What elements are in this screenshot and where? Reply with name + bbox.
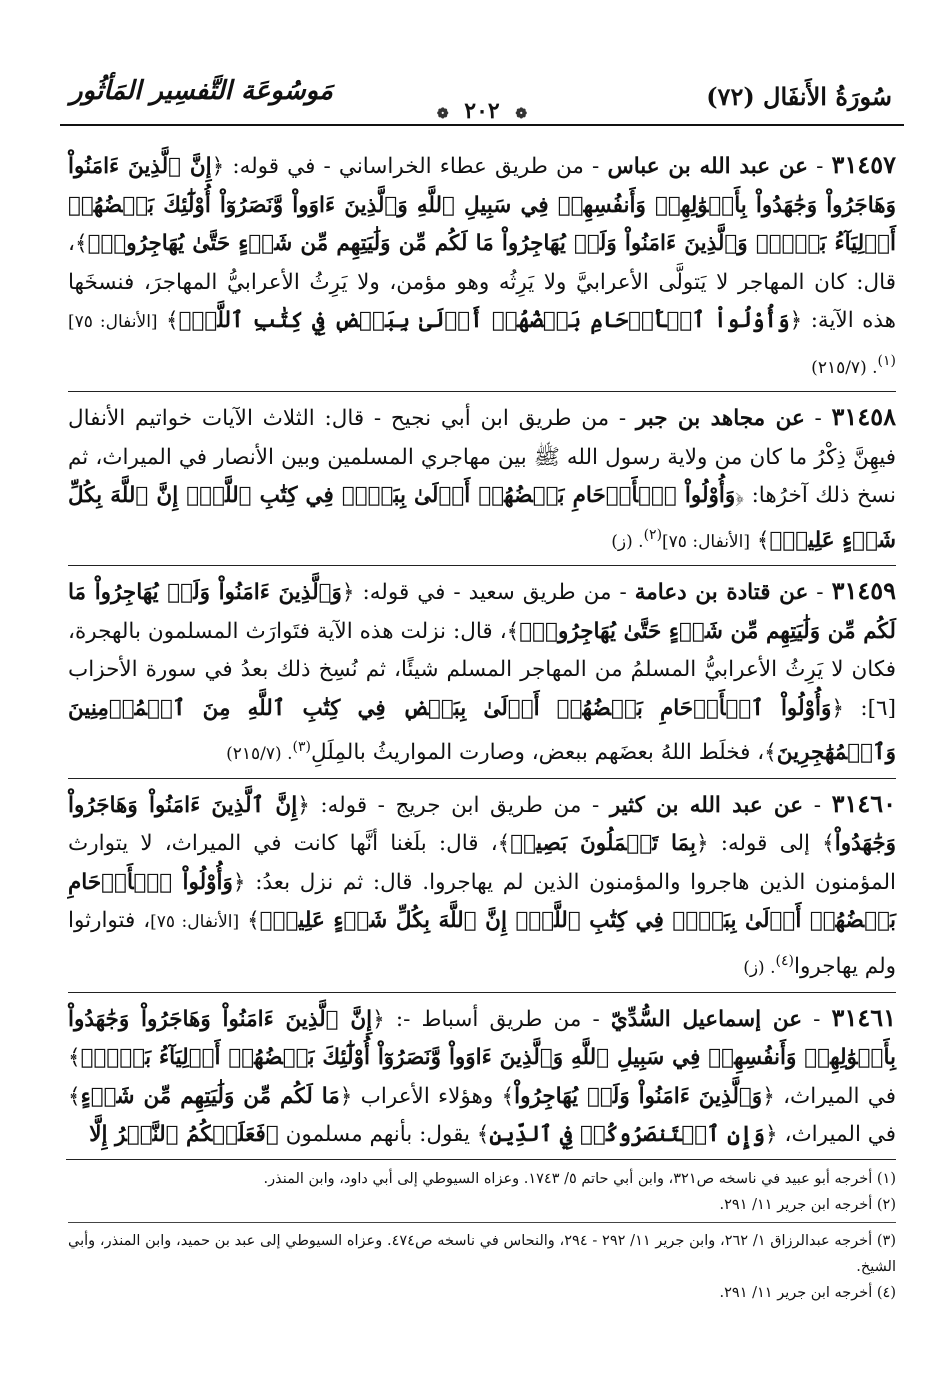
- footnote-divider: [68, 1222, 896, 1223]
- quran-quote: ﴿ وَأُوْلُواْ ٱلۡأَرۡحَامِ بَعۡضُهُمۡ أَوۡلَىٰ بِبَعۡضٖ فِي كِتَٰبِ ٱللَّهِۚ إِنَّ ٱللَّهَ بِكُلِّ شَيۡءٍ عَلِيمُۢ ﴾: [68, 870, 896, 934]
- footnote-marker: (٤): [775, 952, 794, 969]
- surah-title: سُورَةُ الأَنفَال (٧٢): [706, 82, 892, 111]
- book-title: مَوسُوعَة التَّفسِير المَأثُور: [70, 76, 333, 106]
- entry-text: في الميراث،: [783, 1083, 896, 1109]
- entry-31458: ٣١٤٥٨ - عن مجاهد بن جبر - من طريق ابن أبي نجيح - قال: الثلاث الآيات خواتيم الأنفال فيهِنَّ ذِكْرُ ما كان من ولاية رسول الله ﷺ بين مهاجري المسلمين وبين الأنصار في الميراث، ثم نسخ ذلك آخرُها: ﴿ وَأُوْلُواْ ٱلۡأَرۡحَامِ بَعۡضُهُمۡ أَوۡلَىٰ بِبَعۡضٖ فِي كِتَٰبِ ٱللَّهِۚ إِنَّ ٱللَّهَ بِكُلِّ شَيۡءٍ عَلِيمُۢ ﴾ [الأنفال: ٧٥]$^{(٢)}$. (ز): [68, 398, 896, 561]
- entry-divider: [68, 992, 896, 993]
- quran-quote: ﴿ وَٱلَّذِينَ ءَامَنُواْ وَلَمۡ يُهَاجِرُواْ مَا لَكُم مِّن وَلَٰيَتِهِم مِّن شَيۡءٍ حَتَّىٰ يُهَاجِرُواْۚ ﴾: [68, 580, 896, 644]
- entry-text: ، قال: بلَغنا أنَّها كانت في الميراث، لا يتوارث المؤمنون الذين هاجروا والمؤمنون الذين لم يهاجروا. قال: ثم نزل بعدُ:: [68, 831, 896, 895]
- entry-text: ، قال: نزلت هذه الآية فتَوارَث المسلمون بالهجرة، فكان لا يَرِثُ الأعرابيُّ المسلمُ من المهاجر المسلم شيئًا، ثم نُسِخ ذلك بعدُ في سورة الأحزاب [٦]:: [68, 618, 896, 721]
- entry-divider: [68, 778, 896, 779]
- entry-text: ، فتوارثوا ولم يهاجروا: [68, 908, 896, 980]
- entry-text: - من طريق عطاء الخراساني - في قوله:: [232, 154, 600, 179]
- source-signature: . (ز): [743, 958, 776, 979]
- entry-text: - من طريق أسباط -:: [395, 1006, 600, 1032]
- entry-divider: [68, 565, 896, 566]
- quran-quote: ﴿ إِنَّ ٱلَّذِينَ ءَامَنُواْ وَهَاجَرُواْ وَجَٰهَدُواْ بِأَمۡوَٰلِهِمۡ وَأَنفُسِهِمۡ فِي سَبِيلِ ٱللَّهِ وَٱلَّذِينَ ءَاوَواْ وَّنَصَرُوٓاْ أُوْلَٰٓئِكَ بَعۡضُهُمۡ أَوۡلِيَآءُ بَعۡضٖۚ ﴾: [68, 1007, 896, 1071]
- footnotes-rule: [66, 1159, 896, 1160]
- entry-text: إلى قوله:: [720, 831, 811, 857]
- entry-text: - من طريق ابن جريج - قوله:: [320, 792, 600, 818]
- entry-31459: ٣١٤٥٩ - عن قتادة بن دعامة - من طريق سعيد - في قوله: ﴿ وَٱلَّذِينَ ءَامَنُواْ وَلَمۡ يُهَاجِرُواْ مَا لَكُم مِّن وَلَٰيَتِهِم مِّن شَيۡءٍ حَتَّىٰ يُهَاجِرُواْۚ ﴾، قال: نزلت هذه الآية فتَوارَث المسلمون بالهجرة، فكان لا يَرِثُ الأعرابيُّ المسلمُ من المهاجر المسلم شيئًا، ثم نُسِخ ذلك بعدُ في سورة الأحزاب [٦]: ﴿ وَأُوْلُواْ ٱلۡأَرۡحَامِ بَعۡضُهُمۡ أَوۡلَىٰ بِبَعۡضٖ فِي كِتَٰبِ ٱللَّهِ مِنَ ٱلۡمُؤۡمِنِينَ وَٱلۡمُهَٰجِرِينَ ﴾، فخلَط اللهُ بعضَهم ببعض، وصارت المواريثُ بالمِلَلِ$^{(٣)}$. (٢١٥/٧): [68, 572, 896, 774]
- entry-number: ٣١٤٥٨: [831, 402, 896, 432]
- quran-quote: ﴿ وَأُوْلُواْ ٱلۡأَرۡحَامِ بَعۡضُهُمۡ أَوۡلَىٰ بِبَعۡضٖ فِي كِتَٰبِ ٱللَّهِۚ إِنَّ ٱللَّهَ بِكُلِّ شَيۡءٍ عَلِيمُۢ ﴾: [68, 483, 896, 553]
- narrator-name: عن عبد الله بن كثير: [609, 792, 804, 818]
- ornament-icon: ❁: [515, 106, 528, 122]
- footnote-marker: (١): [877, 352, 896, 369]
- entry-number: ٣١٤٥٧: [831, 150, 896, 179]
- entry-text: في الميراث،: [784, 1122, 896, 1148]
- page-header: [60, 74, 904, 132]
- page-number: ٢٠٢: [464, 98, 500, 124]
- header-rule: [60, 124, 904, 126]
- entry-text: ، فخلَط اللهُ بعضَهم ببعض، وصارت المواريثُ بالمِلَلِ: [310, 740, 765, 766]
- entry-number: ٣١٤٥٩: [831, 576, 897, 606]
- footnote-marker: (٢): [643, 526, 663, 543]
- narrator-name: عن مجاهد بن جبر: [635, 406, 805, 432]
- footnote-marker: (٣): [292, 739, 311, 756]
- source-signature: . (ز): [611, 531, 644, 552]
- quran-quote: ﴿ وَأُوْلُواْ ٱلۡأَرۡحَامِ بَعۡضُهُمۡ أَوۡلَىٰ بِبَعۡضٖ فِي كِتَٰبِ ٱللَّهِ مِنَ ٱلۡمُؤۡمِنِينَ وَٱلۡمُهَٰجِرِينَ ﴾: [68, 696, 896, 766]
- entry-divider: [68, 391, 896, 392]
- entry-text: - من طريق سعيد - في قوله:: [362, 580, 627, 606]
- narrator-name: عن إسماعيل السُّدِّيّ: [610, 1006, 803, 1032]
- footnote-3: (٣) أخرجه عبدالرزاق ١/ ٢٦٢، وابن جرير ١١/ ٢٩٢ - ٢٩٤، والنحاس في ناسخه ص٤٧٤. وعزاه السيوطي إلى عبد بن حميد، وابن المنذر، وأبي الشيخ.: [68, 1233, 897, 1275]
- quran-quote: ﴿ وَأُوْلُواْ ٱلۡأَرۡحَامِ بَعۡضُهُمۡ أَوۡلَىٰ بِبَعۡضٖ فِي كِتَٰبِ ٱللَّهِۚ ﴾: [166, 308, 802, 333]
- quran-quote: ﴿ إِنَّ ٱلَّذِينَ ءَامَنُواْ وَهَاجَرُواْ وَجَٰهَدُواْ بِأَمۡوَٰلِهِمۡ وَأَنفُسِهِمۡ فِي سَبِيلِ ٱللَّهِ وَٱلَّذِينَ ءَاوَواْ وَّنَصَرُوٓاْ أُوْلَٰٓئِكَ بَعۡضُهُمۡ أَوۡلِيَآءُ بَعۡضٖۚ وَٱلَّذِينَ ءَامَنُواْ وَلَمۡ يُهَاجِرُواْ مَا لَكُم مِّن وَلَٰيَتِهِم مِّن شَيۡءٍ حَتَّىٰ يُهَاجِرُواْۚ ﴾: [68, 154, 896, 256]
- narrator-name: عن قتادة بن دعامة: [634, 580, 809, 606]
- verse-reference: [الأنفال: ٧٥]: [68, 312, 158, 332]
- source-signature: . (٢١٥/٧): [811, 357, 878, 378]
- entry-text: - من طريق ابن أبي نجيح - قال: الثلاث الآيات خواتيم الأنفال فيهِنَّ ذِكْرُ ما كان من ولاية رسول الله ﷺ بين مهاجري المسلمين وبين الأنصار في الميراث، ثم نسخ ذلك آخرُها:: [68, 406, 896, 509]
- entry-31461: ٣١٤٦١ - عن إسماعيل السُّدِّيّ - من طريق أسباط -: ﴿ إِنَّ ٱلَّذِينَ ءَامَنُواْ وَهَاجَرُواْ وَجَٰهَدُواْ بِأَمۡوَٰلِهِمۡ وَأَنفُسِهِمۡ فِي سَبِيلِ ٱللَّهِ وَٱلَّذِينَ ءَاوَواْ وَّنَصَرُوٓاْ أُوْلَٰٓئِكَ بَعۡضُهُمۡ أَوۡلِيَآءُ بَعۡضٖۚ ﴾ في الميراث، ﴿ وَٱلَّذِينَ ءَامَنُواْ وَلَمۡ يُهَاجِرُواْ ﴾ وهؤلاء الأعراب ﴿ مَا لَكُم مِّن وَلَٰيَتِهِم مِّن شَيۡءٍ ﴾ في الميراث، ﴿ وَإِنِ ٱسۡتَنصَرُوكُمۡ فِي ٱلدِّينِ ﴾ يقول: بأنهم مسلمون ﴿فَعَلَيۡكُمُ ٱلنَّصۡرُ إِلَّا: [68, 999, 896, 1155]
- ornament-icon: ❁: [436, 106, 449, 122]
- entry-31457: ٣١٤٥٧ - عن عبد الله بن عباس - من طريق عطاء الخراساني - في قوله: ﴿ إِنَّ ٱلَّذِينَ ءَامَنُواْ وَهَاجَرُواْ وَجَٰهَدُواْ بِأَمۡوَٰلِهِمۡ وَأَنفُسِهِمۡ فِي سَبِيلِ ٱللَّهِ وَٱلَّذِينَ ءَاوَواْ وَّنَصَرُوٓاْ أُوْلَٰٓئِكَ بَعۡضُهُمۡ أَوۡلِيَآءُ بَعۡضٖۚ وَٱلَّذِينَ ءَامَنُواْ وَلَمۡ يُهَاجِرُواْ مَا لَكُم مِّن وَلَٰيَتِهِم مِّن شَيۡءٍ حَتَّىٰ يُهَاجِرُواْۚ ﴾، قال: كان المهاجر لا يَتولَّى الأعرابيَّ ولا يَرِثُه وهو مؤمن، ولا يَرِثُ الأعرابيُّ المهاجرَ، فنسخَها هذه الآية: ﴿ وَأُوْلُواْ ٱلۡأَرۡحَامِ بَعۡضُهُمۡ أَوۡلَىٰ بِبَعۡضٖ فِي كِتَٰبِ ٱللَّهِۚ ﴾ [الأنفال: ٧٥]$^{(١)}$. (٢١٥/٧): [68, 146, 896, 387]
- narrator-name: عن عبد الله بن عباس: [607, 154, 809, 179]
- quran-quote: ﴿ بِمَا تَعۡمَلُونَ بَصِيرٞ ﴾: [498, 831, 709, 856]
- verse-reference: [الأنفال: ٧٥]: [662, 531, 750, 552]
- entry-text: ، قال: كان المهاجر لا يَتولَّى الأعرابيَّ ولا يَرِثُه وهو مؤمن، ولا يَرِثُ الأعرابيُّ المهاجرَ، فنسخَها هذه الآية:: [68, 231, 897, 333]
- verse-reference: [الأنفال: ٧٥]: [150, 912, 240, 933]
- quran-quote: ﴿ إِنَّ ٱلَّذِينَ ءَامَنُواْ وَهَاجَرُواْ وَجَٰهَدُواْ ﴾: [68, 793, 896, 857]
- entry-31460: ٣١٤٦٠ - عن عبد الله بن كثير - من طريق ابن جريج - قوله: ﴿ إِنَّ ٱلَّذِينَ ءَامَنُواْ وَهَاجَرُواْ وَجَٰهَدُواْ ﴾ إلى قوله: ﴿ بِمَا تَعۡمَلُونَ بَصِيرٞ ﴾، قال: بلَغنا أنَّها كانت في الميراث، لا يتوارث المؤمنون الذين هاجروا والمؤمنون الذين لم يهاجروا. قال: ثم نزل بعدُ: ﴿ وَأُوْلُواْ ٱلۡأَرۡحَامِ بَعۡضُهُمۡ أَوۡلَىٰ بِبَعۡضٖ فِي كِتَٰبِ ٱللَّهِۚ إِنَّ ٱللَّهَ بِكُلِّ شَيۡءٍ عَلِيمُۢ ﴾ [الأنفال: ٧٥]، فتوارثوا ولم يهاجروا$^{(٤)}$. (ز): [68, 785, 896, 988]
- footnote-1: (١) أخرجه أبو عبيد في ناسخه ص٣٢١، وابن أبي حاتم ٥/ ١٧٤٣. وعزاه السيوطي إلى أبي داود، وابن المنذر.: [263, 1171, 896, 1187]
- entry-text: وهؤلاء الأعراب: [360, 1083, 494, 1109]
- footnote-2: (٢) أخرجه ابن جرير ١١/ ٢٩١.: [719, 1197, 896, 1213]
- quran-quote: ﴿ مَا لَكُم مِّن وَلَٰيَتِهِم مِّن شَيۡءٍ ﴾: [68, 1084, 352, 1109]
- quran-quote: ﴿ وَٱلَّذِينَ ءَامَنُواْ وَلَمۡ يُهَاجِرُواْ ﴾: [502, 1084, 775, 1109]
- entry-text: يقول: بأنهم مسلمون: [285, 1122, 470, 1148]
- quran-quote-open: ﴿فَعَلَيۡكُمُ ٱلنَّصۡرُ إِلَّا: [89, 1122, 279, 1148]
- main-text: [68, 146, 896, 1155]
- entry-number: ٣١٤٦٠: [831, 788, 897, 818]
- quran-quote: ﴿ وَإِنِ ٱسۡتَنصَرُوكُمۡ فِي ٱلدِّينِ ﴾: [477, 1122, 778, 1147]
- source-signature: . (٢١٥/٧): [226, 744, 293, 765]
- footnote-4: (٤) أخرجه ابن جرير ١١/ ٢٩١.: [719, 1285, 896, 1301]
- entry-number: ٣١٤٦١: [831, 1002, 896, 1032]
- footnotes: [68, 1166, 896, 1306]
